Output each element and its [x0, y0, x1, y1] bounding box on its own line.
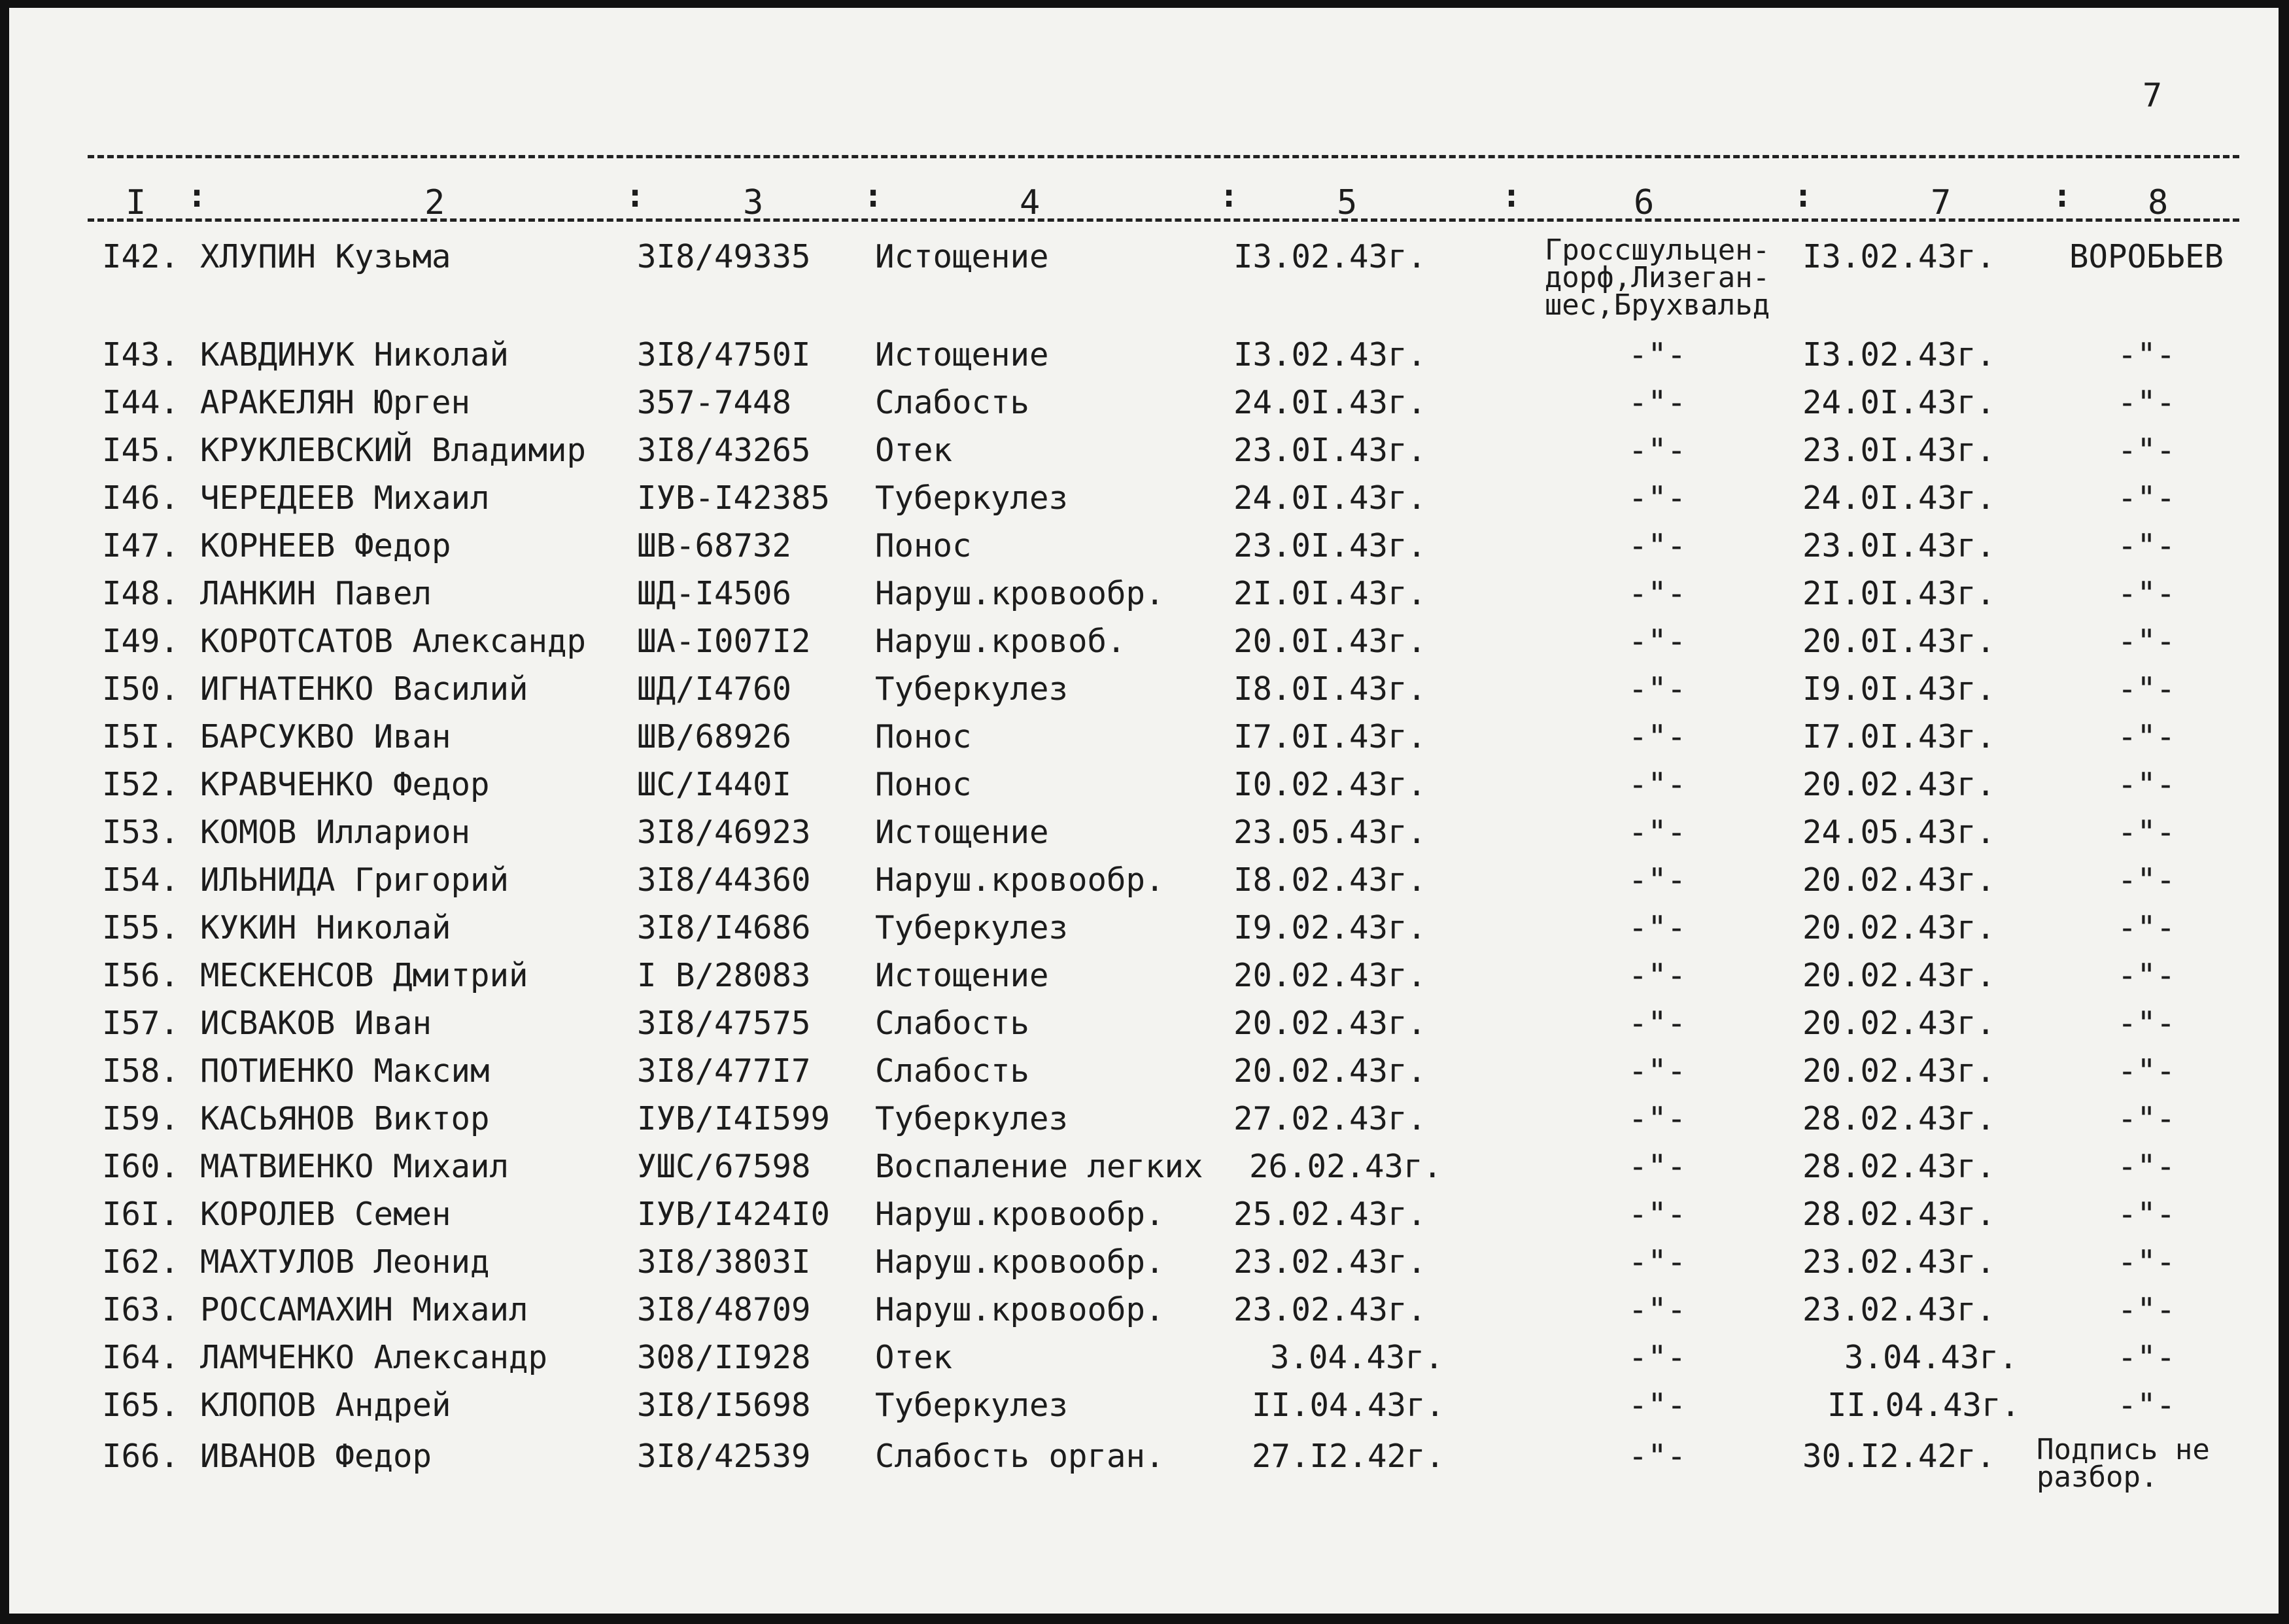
table-row [9, 621, 2279, 668]
column-separator: : [1502, 177, 1522, 215]
date-of-death: 24.0I.43г. [1233, 384, 1427, 421]
pow-number: 3I8/49335 [637, 238, 811, 275]
person-name: МАТВИЕНКО Михаил [200, 1148, 509, 1185]
column-separator: : [187, 177, 207, 215]
pow-number: 308/II928 [637, 1339, 811, 1376]
burial-location: -"- [1628, 1291, 1687, 1328]
burial-date: 23.02.43г. [1802, 1243, 1996, 1281]
record-number: I50. [102, 670, 180, 708]
signed-by: -"- [2117, 575, 2176, 612]
pow-number: 357-7448 [637, 384, 792, 421]
cause-of-death: Туберкулез [875, 1100, 1069, 1137]
table-row [9, 1433, 2279, 1508]
record-number: I54. [102, 861, 180, 899]
burial-date: 24.0I.43г. [1802, 479, 1996, 517]
record-number: I60. [102, 1148, 180, 1185]
date-of-death: 27.I2.42г. [1252, 1438, 1445, 1475]
burial-location: -"- [1628, 957, 1687, 994]
burial-location: -"- [1628, 575, 1687, 612]
person-name: РОССАМАХИН Михаил [200, 1291, 528, 1328]
signed-by: -"- [2117, 909, 2176, 946]
burial-location: -"- [1628, 1339, 1687, 1376]
person-name: ПОТИЕНКО Максим [200, 1052, 490, 1090]
table-row [9, 1338, 2279, 1385]
person-name: БАРСУКВО Иван [200, 718, 451, 755]
burial-location: -"- [1628, 432, 1687, 469]
person-name: МЕСКЕНСОВ Дмитрий [200, 957, 528, 994]
pow-number: IУВ/I424I0 [637, 1196, 831, 1233]
column-header-1: I [126, 183, 146, 222]
signed-by: -"- [2117, 814, 2176, 851]
pow-number: 3I8/I5698 [637, 1387, 811, 1424]
date-of-death: 20.02.43г. [1233, 1005, 1427, 1042]
cause-of-death: Наруш.кровообр. [875, 1196, 1165, 1233]
signed-by: -"- [2117, 670, 2176, 708]
burial-date: 3.04.43г. [1844, 1339, 2018, 1376]
date-of-death: I0.02.43г. [1233, 766, 1427, 803]
pow-number: ШВ/68926 [637, 718, 792, 755]
person-name: КАСЬЯНОВ Виктор [200, 1100, 490, 1137]
date-of-death: 23.05.43г. [1233, 814, 1427, 851]
table-row [9, 1290, 2279, 1337]
column-header-4: 4 [1020, 183, 1041, 222]
signed-by: -"- [2117, 1387, 2176, 1424]
pow-number: 3I8/4750I [637, 336, 811, 373]
date-of-death: 20.02.43г. [1233, 957, 1427, 994]
pow-number: 3I8/42539 [637, 1438, 811, 1475]
person-name: ИВАНОВ Федор [200, 1438, 432, 1475]
signed-by: -"- [2117, 336, 2176, 373]
signed-by: -"- [2117, 527, 2176, 564]
signed-by: -"- [2117, 479, 2176, 517]
table-row [9, 765, 2279, 812]
signed-by: -"- [2117, 1196, 2176, 1233]
table-row [9, 1194, 2279, 1241]
signed-by: -"- [2117, 1243, 2176, 1281]
record-number: I49. [102, 623, 180, 660]
cause-of-death: Истощение [875, 814, 1049, 851]
date-of-death: 24.0I.43г. [1233, 479, 1427, 517]
person-name: ИЛЬНИДА Григорий [200, 861, 509, 899]
pow-number: ШД-I4506 [637, 575, 792, 612]
person-name: ЛАНКИН Павел [200, 575, 432, 612]
signed-by: -"- [2117, 1339, 2176, 1376]
burial-date: I9.0I.43г. [1802, 670, 1996, 708]
signed-by: -"- [2117, 766, 2176, 803]
burial-location: -"- [1628, 1052, 1687, 1090]
table-row [9, 1242, 2279, 1289]
person-name: КОМОВ Илларион [200, 814, 471, 851]
date-of-death: 23.0I.43г. [1233, 432, 1427, 469]
column-header-5: 5 [1337, 183, 1358, 222]
person-name: КОРНЕЕВ Федор [200, 527, 451, 564]
burial-location: -"- [1628, 1196, 1687, 1233]
cause-of-death: Понос [875, 766, 972, 803]
cause-of-death: Понос [875, 718, 972, 755]
column-header-8: 8 [2148, 183, 2169, 222]
record-number: I58. [102, 1052, 180, 1090]
record-number: I63. [102, 1291, 180, 1328]
record-number: I45. [102, 432, 180, 469]
record-number: I56. [102, 957, 180, 994]
pow-number: 3I8/46923 [637, 814, 811, 851]
burial-location: -"- [1628, 479, 1687, 517]
record-number: I64. [102, 1339, 180, 1376]
date-of-death: 25.02.43г. [1233, 1196, 1427, 1233]
date-of-death: II.04.43г. [1252, 1387, 1445, 1424]
table-row [9, 430, 2279, 477]
pow-number: 3I8/43265 [637, 432, 811, 469]
person-name: МАХТУЛОВ Леонид [200, 1243, 490, 1281]
cause-of-death: Наруш.кровообр. [875, 575, 1165, 612]
signed-by: -"- [2117, 861, 2176, 899]
burial-date: I3.02.43г. [1802, 238, 1996, 275]
person-name: ХЛУПИН Кузьма [200, 238, 451, 275]
burial-location: Гроссшульцен-дорф,Лизеган-шес,Брухвальд [1544, 233, 1770, 322]
person-name: АРАКЕЛЯН Юрген [200, 384, 471, 421]
column-separator: : [1219, 177, 1239, 215]
column-separator: : [625, 177, 645, 215]
cause-of-death: Наруш.кровообр. [875, 1243, 1165, 1281]
pow-number: 3I8/48709 [637, 1291, 811, 1328]
date-of-death: I8.02.43г. [1233, 861, 1427, 899]
signed-by: -"- [2117, 432, 2176, 469]
cause-of-death: Туберкулез [875, 909, 1069, 946]
cause-of-death: Воспаление легких [875, 1148, 1203, 1185]
signed-by: -"- [2117, 718, 2176, 755]
signed-by: Подпись не разбор. [2037, 1433, 2210, 1494]
table-row [9, 717, 2279, 764]
person-name: КОРОЛЕВ Семен [200, 1196, 451, 1233]
burial-date: 20.02.43г. [1802, 1052, 1996, 1090]
burial-date: 20.02.43г. [1802, 909, 1996, 946]
table-row [9, 1099, 2279, 1146]
cause-of-death: Слабость орган. [875, 1438, 1165, 1475]
signed-by: ВОРОБЬЕВ [2069, 238, 2224, 275]
burial-date: 28.02.43г. [1802, 1148, 1996, 1185]
cause-of-death: Туберкулез [875, 670, 1069, 708]
pow-number: УШС/67598 [637, 1148, 811, 1185]
cause-of-death: Наруш.кровообр. [875, 861, 1165, 899]
column-header-2: 2 [424, 183, 445, 222]
signed-by: -"- [2117, 1052, 2176, 1090]
pow-number: ШВ-68732 [637, 527, 792, 564]
table-row [9, 574, 2279, 621]
burial-date: 30.I2.42г. [1802, 1438, 1996, 1475]
table-row [9, 860, 2279, 907]
record-number: I44. [102, 384, 180, 421]
person-name: ЛАМЧЕНКО Александр [200, 1339, 548, 1376]
burial-date: 2I.0I.43г. [1802, 575, 1996, 612]
records-table [9, 8, 2279, 1614]
date-of-death: 26.02.43г. [1249, 1148, 1443, 1185]
burial-date: 20.02.43г. [1802, 766, 1996, 803]
table-row [9, 1385, 2279, 1432]
date-of-death: 2I.0I.43г. [1233, 575, 1427, 612]
cause-of-death: Понос [875, 527, 972, 564]
table-row [9, 383, 2279, 430]
cause-of-death: Туберкулез [875, 1387, 1069, 1424]
record-number: I62. [102, 1243, 180, 1281]
table-row [9, 1003, 2279, 1050]
burial-date: 24.05.43г. [1802, 814, 1996, 851]
date-of-death: 20.0I.43г. [1233, 623, 1427, 660]
record-number: I6I. [102, 1196, 180, 1233]
record-number: I52. [102, 766, 180, 803]
record-number: I43. [102, 336, 180, 373]
column-separator: : [1793, 177, 1814, 215]
cause-of-death: Слабость [875, 1052, 1030, 1090]
burial-location: -"- [1628, 861, 1687, 899]
column-separator: : [863, 177, 884, 215]
record-number: I47. [102, 527, 180, 564]
column-header-6: 6 [1634, 183, 1655, 222]
burial-date: 20.0I.43г. [1802, 623, 1996, 660]
pow-number: ШС/I440I [637, 766, 792, 803]
burial-date: I3.02.43г. [1802, 336, 1996, 373]
burial-location: -"- [1628, 909, 1687, 946]
signed-by: -"- [2117, 1100, 2176, 1137]
burial-location: -"- [1628, 814, 1687, 851]
cause-of-death: Наруш.кровообр. [875, 1291, 1165, 1328]
burial-location: -"- [1628, 1243, 1687, 1281]
signed-by: -"- [2117, 623, 2176, 660]
burial-date: I7.0I.43г. [1802, 718, 1996, 755]
burial-date: 28.02.43г. [1802, 1196, 1996, 1233]
signed-by: -"- [2117, 1291, 2176, 1328]
record-number: I65. [102, 1387, 180, 1424]
cause-of-death: Истощение [875, 336, 1049, 373]
cause-of-death: Слабость [875, 384, 1030, 421]
pow-number: IУВ/I4I599 [637, 1100, 831, 1137]
date-of-death: 23.0I.43г. [1233, 527, 1427, 564]
burial-location: -"- [1628, 527, 1687, 564]
date-of-death: I7.0I.43г. [1233, 718, 1427, 755]
burial-date: 20.02.43г. [1802, 957, 1996, 994]
page-number: 7 [2143, 77, 2163, 114]
burial-location: -"- [1628, 1387, 1687, 1424]
pow-number: 3I8/47575 [637, 1005, 811, 1042]
date-of-death: 3.04.43г. [1270, 1339, 1444, 1376]
date-of-death: 27.02.43г. [1233, 1100, 1427, 1137]
date-of-death: I9.02.43г. [1233, 909, 1427, 946]
cause-of-death: Отек [875, 432, 953, 469]
table-row [9, 1147, 2279, 1194]
burial-location: -"- [1628, 336, 1687, 373]
record-number: I5I. [102, 718, 180, 755]
pow-number: I В/28083 [637, 957, 811, 994]
date-of-death: 23.02.43г. [1233, 1243, 1427, 1281]
table-row [9, 956, 2279, 1003]
column-header-3: 3 [743, 183, 764, 222]
burial-date: 23.0I.43г. [1802, 527, 1996, 564]
burial-date: 23.0I.43г. [1802, 432, 1996, 469]
signed-by: -"- [2117, 384, 2176, 421]
column-separator: : [2052, 177, 2073, 215]
pow-number: 3I8/I4686 [637, 909, 811, 946]
record-number: I55. [102, 909, 180, 946]
burial-location: -"- [1628, 670, 1687, 708]
cause-of-death: Отек [875, 1339, 953, 1376]
pow-number: 3I8/44360 [637, 861, 811, 899]
person-name: ЧЕРЕДЕЕВ Михаил [200, 479, 490, 517]
pow-number: IУВ-I42385 [637, 479, 831, 517]
burial-location: -"- [1628, 718, 1687, 755]
table-row [9, 812, 2279, 859]
person-name: ИСВАКОВ Иван [200, 1005, 432, 1042]
record-number: I59. [102, 1100, 180, 1137]
date-of-death: I3.02.43г. [1233, 336, 1427, 373]
person-name: КРАВЧЕНКО Федор [200, 766, 490, 803]
date-of-death: I8.0I.43г. [1233, 670, 1427, 708]
table-row [9, 335, 2279, 382]
record-number: I46. [102, 479, 180, 517]
table-row [9, 478, 2279, 525]
signed-by: -"- [2117, 1148, 2176, 1185]
person-name: КОРОТСАТОВ Александр [200, 623, 587, 660]
person-name: КРУКЛЕВСКИЙ Владимир [200, 432, 587, 469]
signed-by: -"- [2117, 957, 2176, 994]
burial-location: -"- [1628, 766, 1687, 803]
person-name: КЛОПОВ Андрей [200, 1387, 451, 1424]
person-name: ИГНАТЕНКО Василий [200, 670, 528, 708]
column-header-7: 7 [1931, 183, 1952, 222]
cause-of-death: Наруш.кровоб. [875, 623, 1126, 660]
burial-date: 24.0I.43г. [1802, 384, 1996, 421]
burial-date: 20.02.43г. [1802, 1005, 1996, 1042]
record-number: I42. [102, 238, 180, 275]
burial-date: 20.02.43г. [1802, 861, 1996, 899]
document-page [9, 8, 2279, 1614]
pow-number: 3I8/3803I [637, 1243, 811, 1281]
date-of-death: 20.02.43г. [1233, 1052, 1427, 1090]
cause-of-death: Истощение [875, 957, 1049, 994]
person-name: КУКИН Николай [200, 909, 451, 946]
burial-location: -"- [1628, 1100, 1687, 1137]
pow-number: ШД/I4760 [637, 670, 792, 708]
record-number: I53. [102, 814, 180, 851]
burial-date: 23.02.43г. [1802, 1291, 1996, 1328]
burial-location: -"- [1628, 623, 1687, 660]
pow-number: 3I8/477I7 [637, 1052, 811, 1090]
cause-of-death: Туберкулез [875, 479, 1069, 517]
table-row [9, 526, 2279, 573]
burial-location: -"- [1628, 1148, 1687, 1185]
burial-date: II.04.43г. [1827, 1387, 2021, 1424]
burial-location: -"- [1628, 384, 1687, 421]
table-row [9, 1051, 2279, 1098]
table-row [9, 233, 2279, 322]
record-number: I66. [102, 1438, 180, 1475]
date-of-death: 23.02.43г. [1233, 1291, 1427, 1328]
record-number: I48. [102, 575, 180, 612]
burial-date: 28.02.43г. [1802, 1100, 1996, 1137]
signed-by: -"- [2117, 1005, 2176, 1042]
pow-number: ША-I007I2 [637, 623, 811, 660]
burial-location: -"- [1628, 1438, 1687, 1475]
record-number: I57. [102, 1005, 180, 1042]
table-row [9, 908, 2279, 955]
cause-of-death: Истощение [875, 238, 1049, 275]
cause-of-death: Слабость [875, 1005, 1030, 1042]
table-row [9, 669, 2279, 716]
person-name: КАВДИНУК Николай [200, 336, 509, 373]
date-of-death: I3.02.43г. [1233, 238, 1427, 275]
burial-location: -"- [1628, 1005, 1687, 1042]
